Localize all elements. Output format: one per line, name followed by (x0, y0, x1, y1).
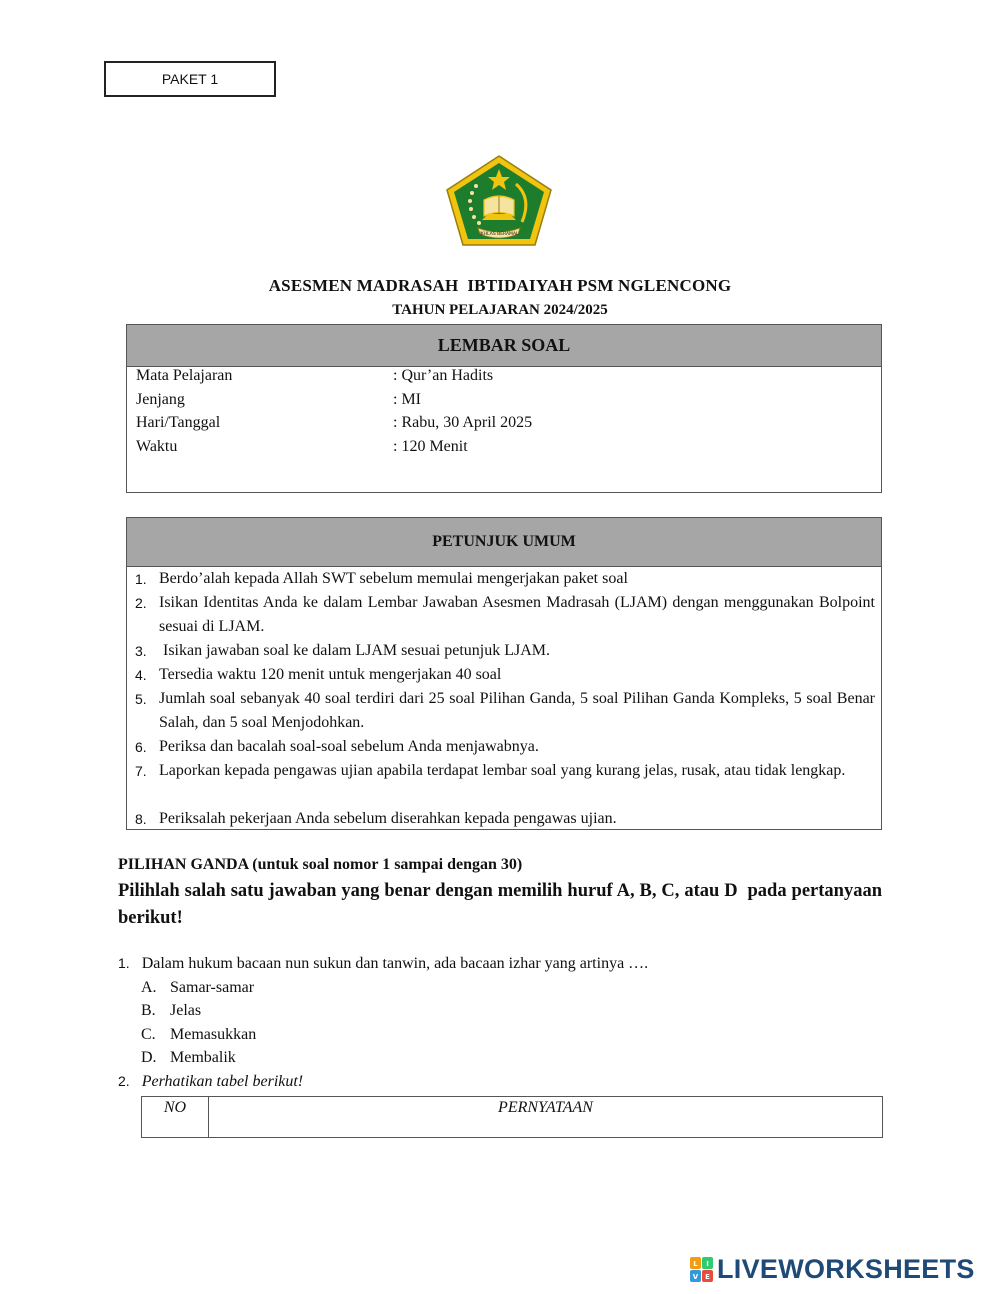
liveworksheets-text: LIVEWORKSHEETS (717, 1254, 975, 1284)
lembar-soal-box (126, 324, 882, 493)
logo-motto: IKHLAS BERAMAL (479, 232, 519, 237)
option-text: Jelas (170, 1002, 202, 1019)
instruction-number: 6. (135, 739, 147, 755)
answer-option-b[interactable] (141, 1002, 201, 1020)
option-letter: A. (141, 979, 157, 996)
section-instruction: Pilihlah salah satu jawaban yang benar dengan memilih huruf A, B, C, atau D pada pertanyaan berikut! (118, 881, 887, 928)
logo-letter: I (706, 1259, 709, 1268)
answer-option-a[interactable] (141, 979, 254, 997)
table-header-no: NO (163, 1099, 187, 1116)
instruction-number: 1. (135, 571, 147, 587)
instruction-text: Isikan jawaban soal ke dalam LJAM sesuai petunjuk LJAM. (159, 642, 551, 659)
instruction-text: Isikan Identitas Anda ke dalam Lembar Jawaban Asesmen Madrasah (LJAM) dengan menggunakan Bolpoint sesuai di LJAM. (159, 594, 875, 635)
academic-year: TAHUN PELAJARAN 2024/2025 (392, 302, 608, 318)
question-number: 1. (118, 955, 130, 971)
info-label-mata-pelajaran: Mata Pelajaran (136, 367, 233, 384)
exam-title: ASESMEN MADRASAH IBTIDAIYAH PSM NGLENCONG (268, 276, 732, 295)
instruction-number: 8. (135, 811, 147, 827)
instruction-number: 7. (135, 763, 147, 779)
instruction-text: Tersedia waktu 120 menit untuk mengerjakan 40 soal (159, 666, 502, 683)
instruction-number: 4. (135, 667, 147, 683)
liveworksheets-logo-icon (690, 1257, 714, 1283)
instruction-text: Berdo’alah kepada Allah SWT sebelum memulai mengerjakan paket soal (159, 570, 628, 587)
instruction-number: 3. (135, 643, 147, 659)
liveworksheets-watermark (690, 1254, 975, 1285)
question-text: Dalam hukum bacaan nun sukun dan tanwin, ada bacaan izhar yang artinya …. (141, 955, 649, 972)
section-heading-pilihan-ganda: PILIHAN GANDA (untuk soal nomor 1 sampai dengan 30) (118, 856, 523, 873)
logo-letter: E (705, 1272, 710, 1281)
instruction-item (135, 591, 875, 639)
instruction-item (135, 735, 875, 759)
petunjuk-umum-box (126, 517, 882, 830)
instruction-item (135, 687, 875, 735)
instruction-item (135, 759, 875, 783)
instruction-item (135, 639, 875, 663)
option-letter: D. (141, 1049, 157, 1066)
logo-letter: L (693, 1259, 698, 1268)
instruction-number: 2. (135, 595, 147, 611)
info-value-jenjang: : MI (393, 391, 421, 408)
question-text: Perhatikan tabel berikut! (141, 1073, 304, 1090)
option-letter: B. (141, 1002, 156, 1019)
option-text: Memasukkan (170, 1026, 257, 1043)
info-value-waktu: : 120 Menit (393, 438, 468, 455)
lembar-soal-heading: LEMBAR SOAL (127, 325, 881, 367)
instruction-item (135, 567, 875, 591)
info-value-mata-pelajaran: : Qur’an Hadits (393, 367, 494, 384)
instruction-item (135, 807, 875, 831)
petunjuk-umum-heading: PETUNJUK UMUM (127, 518, 881, 567)
option-letter: C. (141, 1026, 156, 1043)
logo-letter: V (692, 1272, 699, 1281)
option-text: Samar-samar (170, 979, 255, 996)
option-text: Membalik (170, 1049, 236, 1066)
info-value-hari-tanggal: : Rabu, 30 April 2025 (393, 414, 533, 431)
answer-option-d[interactable] (141, 1049, 236, 1067)
instruction-text: Periksa dan bacalah soal-soal sebelum Anda menjawabnya. (159, 738, 539, 755)
info-label-hari-tanggal: Hari/Tanggal (136, 414, 221, 431)
question-number: 2. (118, 1073, 130, 1089)
info-label-jenjang: Jenjang (136, 391, 185, 408)
info-label-waktu: Waktu (136, 438, 178, 455)
instruction-text: Periksalah pekerjaan Anda sebelum diserahkan kepada pengawas ujian. (159, 810, 617, 827)
kemenag-logo (444, 154, 554, 248)
table-header-pernyataan: PERNYATAAN (498, 1099, 593, 1116)
question-2 (118, 1073, 303, 1091)
instruction-number: 5. (135, 691, 147, 707)
instruction-item (135, 663, 875, 687)
question-1 (118, 955, 648, 973)
statement-table (141, 1096, 883, 1138)
paket-label: PAKET 1 (104, 61, 276, 97)
instruction-text: Laporkan kepada pengawas ujian apabila terdapat lembar soal yang kurang jelas, rusak, atau tidak lengkap. (159, 762, 846, 779)
instruction-text: Jumlah soal sebanyak 40 soal terdiri dari 25 soal Pilihan Ganda, 5 soal Pilihan Ganda Kompleks, 5 soal Benar Salah, dan 5 soal Menjodohkan. (159, 690, 875, 731)
answer-option-c[interactable] (141, 1026, 256, 1044)
